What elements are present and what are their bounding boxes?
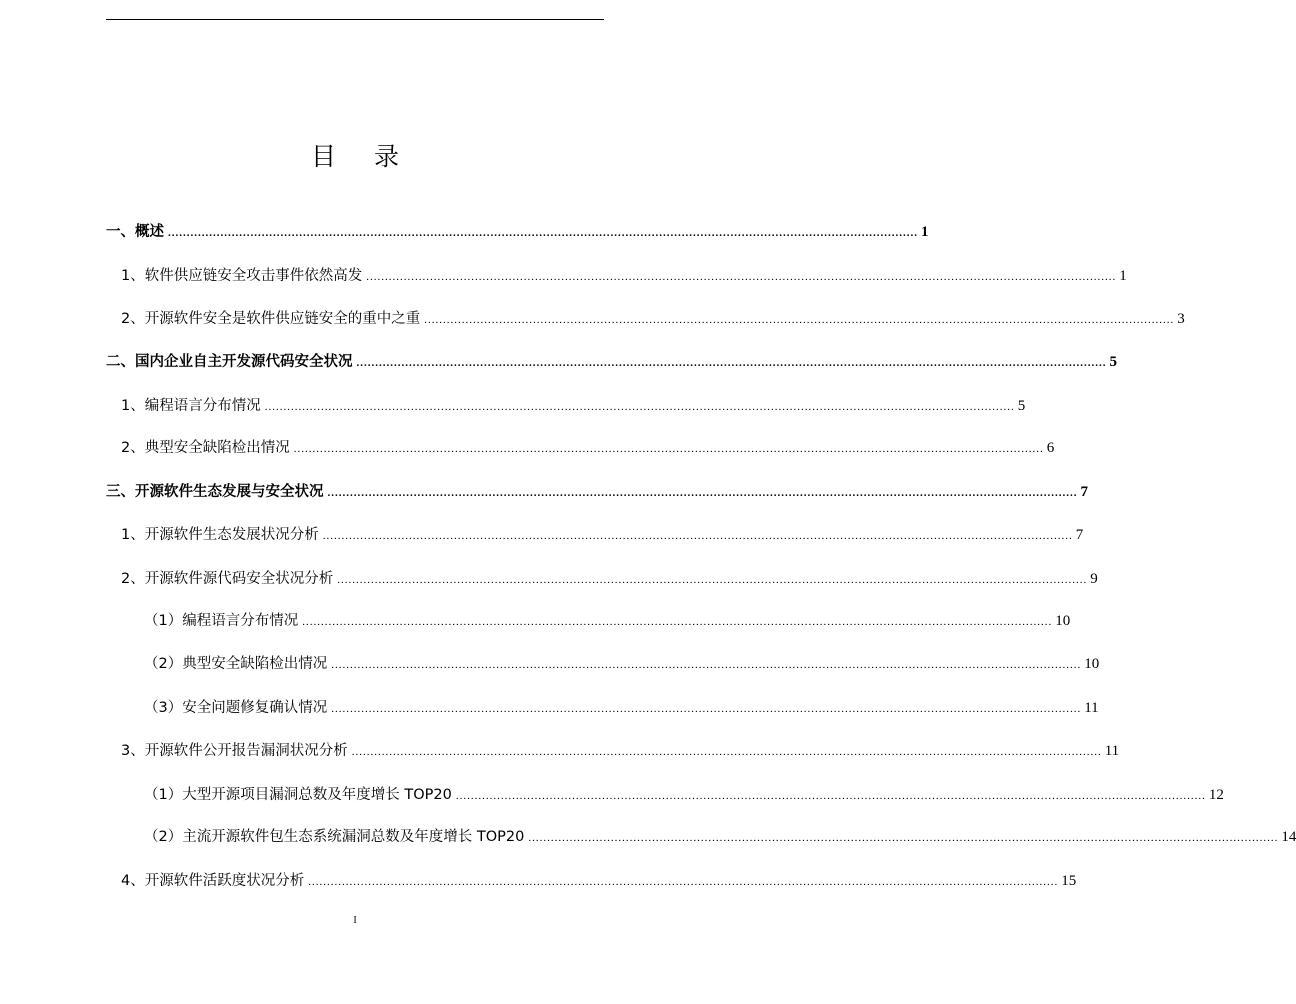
toc-entry-label: 三、开源软件生态发展与安全状况 bbox=[106, 484, 324, 500]
toc-entry-label: 1、开源软件生态发展状况分析 bbox=[121, 527, 319, 543]
toc-dot-leader: ........................................................................................................................................................................................................ bbox=[331, 703, 1082, 715]
toc-entry[interactable] bbox=[121, 568, 1098, 590]
toc-entry[interactable] bbox=[121, 265, 1127, 287]
toc-entry-page: 10 bbox=[1055, 613, 1071, 629]
toc-dot-leader: ........................................................................................................................................................................................................ bbox=[322, 530, 1073, 542]
toc-entry-page: 5 bbox=[1109, 354, 1117, 370]
toc-entry-page: 15 bbox=[1061, 873, 1077, 889]
toc-dot-leader: ........................................................................................................................................................................................................ bbox=[351, 746, 1102, 758]
toc-entry-label: 2、开源软件源代码安全状况分析 bbox=[121, 571, 334, 587]
toc-entry[interactable] bbox=[106, 481, 1088, 503]
toc-title: 目录 bbox=[310, 142, 437, 171]
toc-entry-label: 4、开源软件活跃度状况分析 bbox=[121, 873, 305, 889]
toc-entry-page: 10 bbox=[1084, 656, 1100, 672]
toc-entry[interactable] bbox=[121, 524, 1084, 546]
toc-entry[interactable] bbox=[121, 437, 1055, 459]
toc-entry-label: 2、典型安全缺陷检出情况 bbox=[121, 440, 290, 456]
toc-dot-leader: ........................................................................................................................................................................................................ bbox=[337, 574, 1088, 586]
toc-dot-leader: ........................................................................................................................................................................................................ bbox=[455, 790, 1206, 802]
toc-entry-label: 3、开源软件公开报告漏洞状况分析 bbox=[121, 743, 348, 759]
toc-entry-page: 3 bbox=[1177, 311, 1185, 327]
toc-entry[interactable] bbox=[144, 610, 1071, 632]
toc-entry-page: 14 bbox=[1281, 829, 1296, 845]
toc-dot-leader: ........................................................................................................................................................................................................ bbox=[302, 616, 1053, 628]
toc-entry-page: 5 bbox=[1017, 398, 1026, 414]
toc-entry-page: 12 bbox=[1208, 787, 1224, 803]
toc-entry-label: （2）主流开源软件包生态系统漏洞总数及年度增长 TOP20 bbox=[144, 829, 525, 845]
toc-entry-page: 6 bbox=[1046, 440, 1055, 456]
toc-dot-leader: ........................................................................................................................................................................................................ bbox=[331, 659, 1082, 671]
toc-entry-label: （1）大型开源项目漏洞总数及年度增长 TOP20 bbox=[144, 787, 452, 803]
toc-entry-page: 9 bbox=[1090, 571, 1098, 587]
toc-entry-label: （1）编程语言分布情况 bbox=[144, 613, 299, 629]
toc-entry-label: （2）典型安全缺陷检出情况 bbox=[144, 656, 328, 672]
toc-entry-page: 11 bbox=[1084, 700, 1099, 716]
toc-entry-label: （3）安全问题修复确认情况 bbox=[144, 700, 328, 716]
toc-entry[interactable] bbox=[121, 395, 1026, 417]
toc-entry[interactable] bbox=[121, 308, 1185, 330]
toc-entry[interactable] bbox=[144, 784, 1224, 806]
toc-dot-leader: ........................................................................................................................................................................................................ bbox=[293, 443, 1044, 455]
toc-entry[interactable] bbox=[144, 653, 1100, 675]
toc-entry-label: 一、概述 bbox=[106, 224, 164, 240]
toc-dot-leader: ........................................................................................................................................................................................................ bbox=[356, 357, 1107, 369]
toc-dot-leader: ........................................................................................................................................................................................................ bbox=[528, 832, 1279, 844]
toc-entry[interactable] bbox=[121, 870, 1077, 892]
toc-entry[interactable] bbox=[106, 221, 929, 243]
toc-dot-leader: ........................................................................................................................................................................................................ bbox=[327, 487, 1078, 499]
toc-entry-label: 二、国内企业自主开发源代码安全状况 bbox=[106, 354, 353, 370]
toc-dot-leader: ........................................................................................................................................................................................................ bbox=[168, 227, 918, 239]
toc-entry-page: 1 bbox=[1119, 268, 1127, 284]
toc-dot-leader: ........................................................................................................................................................................................................ bbox=[264, 401, 1015, 413]
toc-entry[interactable] bbox=[106, 351, 1117, 373]
toc-dot-leader: ........................................................................................................................................................................................................ bbox=[424, 314, 1175, 326]
toc-entry-label: 1、编程语言分布情况 bbox=[121, 398, 261, 414]
toc-entry-page: 7 bbox=[1075, 527, 1084, 543]
toc-entry-label: 2、开源软件安全是软件供应链安全的重中之重 bbox=[121, 311, 421, 327]
toc-entry[interactable] bbox=[121, 740, 1120, 762]
toc-entry-page: 7 bbox=[1080, 484, 1088, 500]
toc-dot-leader: ........................................................................................................................................................................................................ bbox=[308, 876, 1059, 888]
toc-entry-page: 11 bbox=[1104, 743, 1120, 759]
toc-entry[interactable] bbox=[144, 697, 1099, 719]
toc-entry[interactable] bbox=[144, 826, 1296, 848]
toc-entry-label: 1、软件供应链安全攻击事件依然高发 bbox=[121, 268, 363, 284]
footer-page-number: I bbox=[353, 915, 357, 926]
toc-dot-leader: ........................................................................................................................................................................................................ bbox=[366, 271, 1117, 283]
toc-entry-page: 1 bbox=[921, 224, 929, 240]
